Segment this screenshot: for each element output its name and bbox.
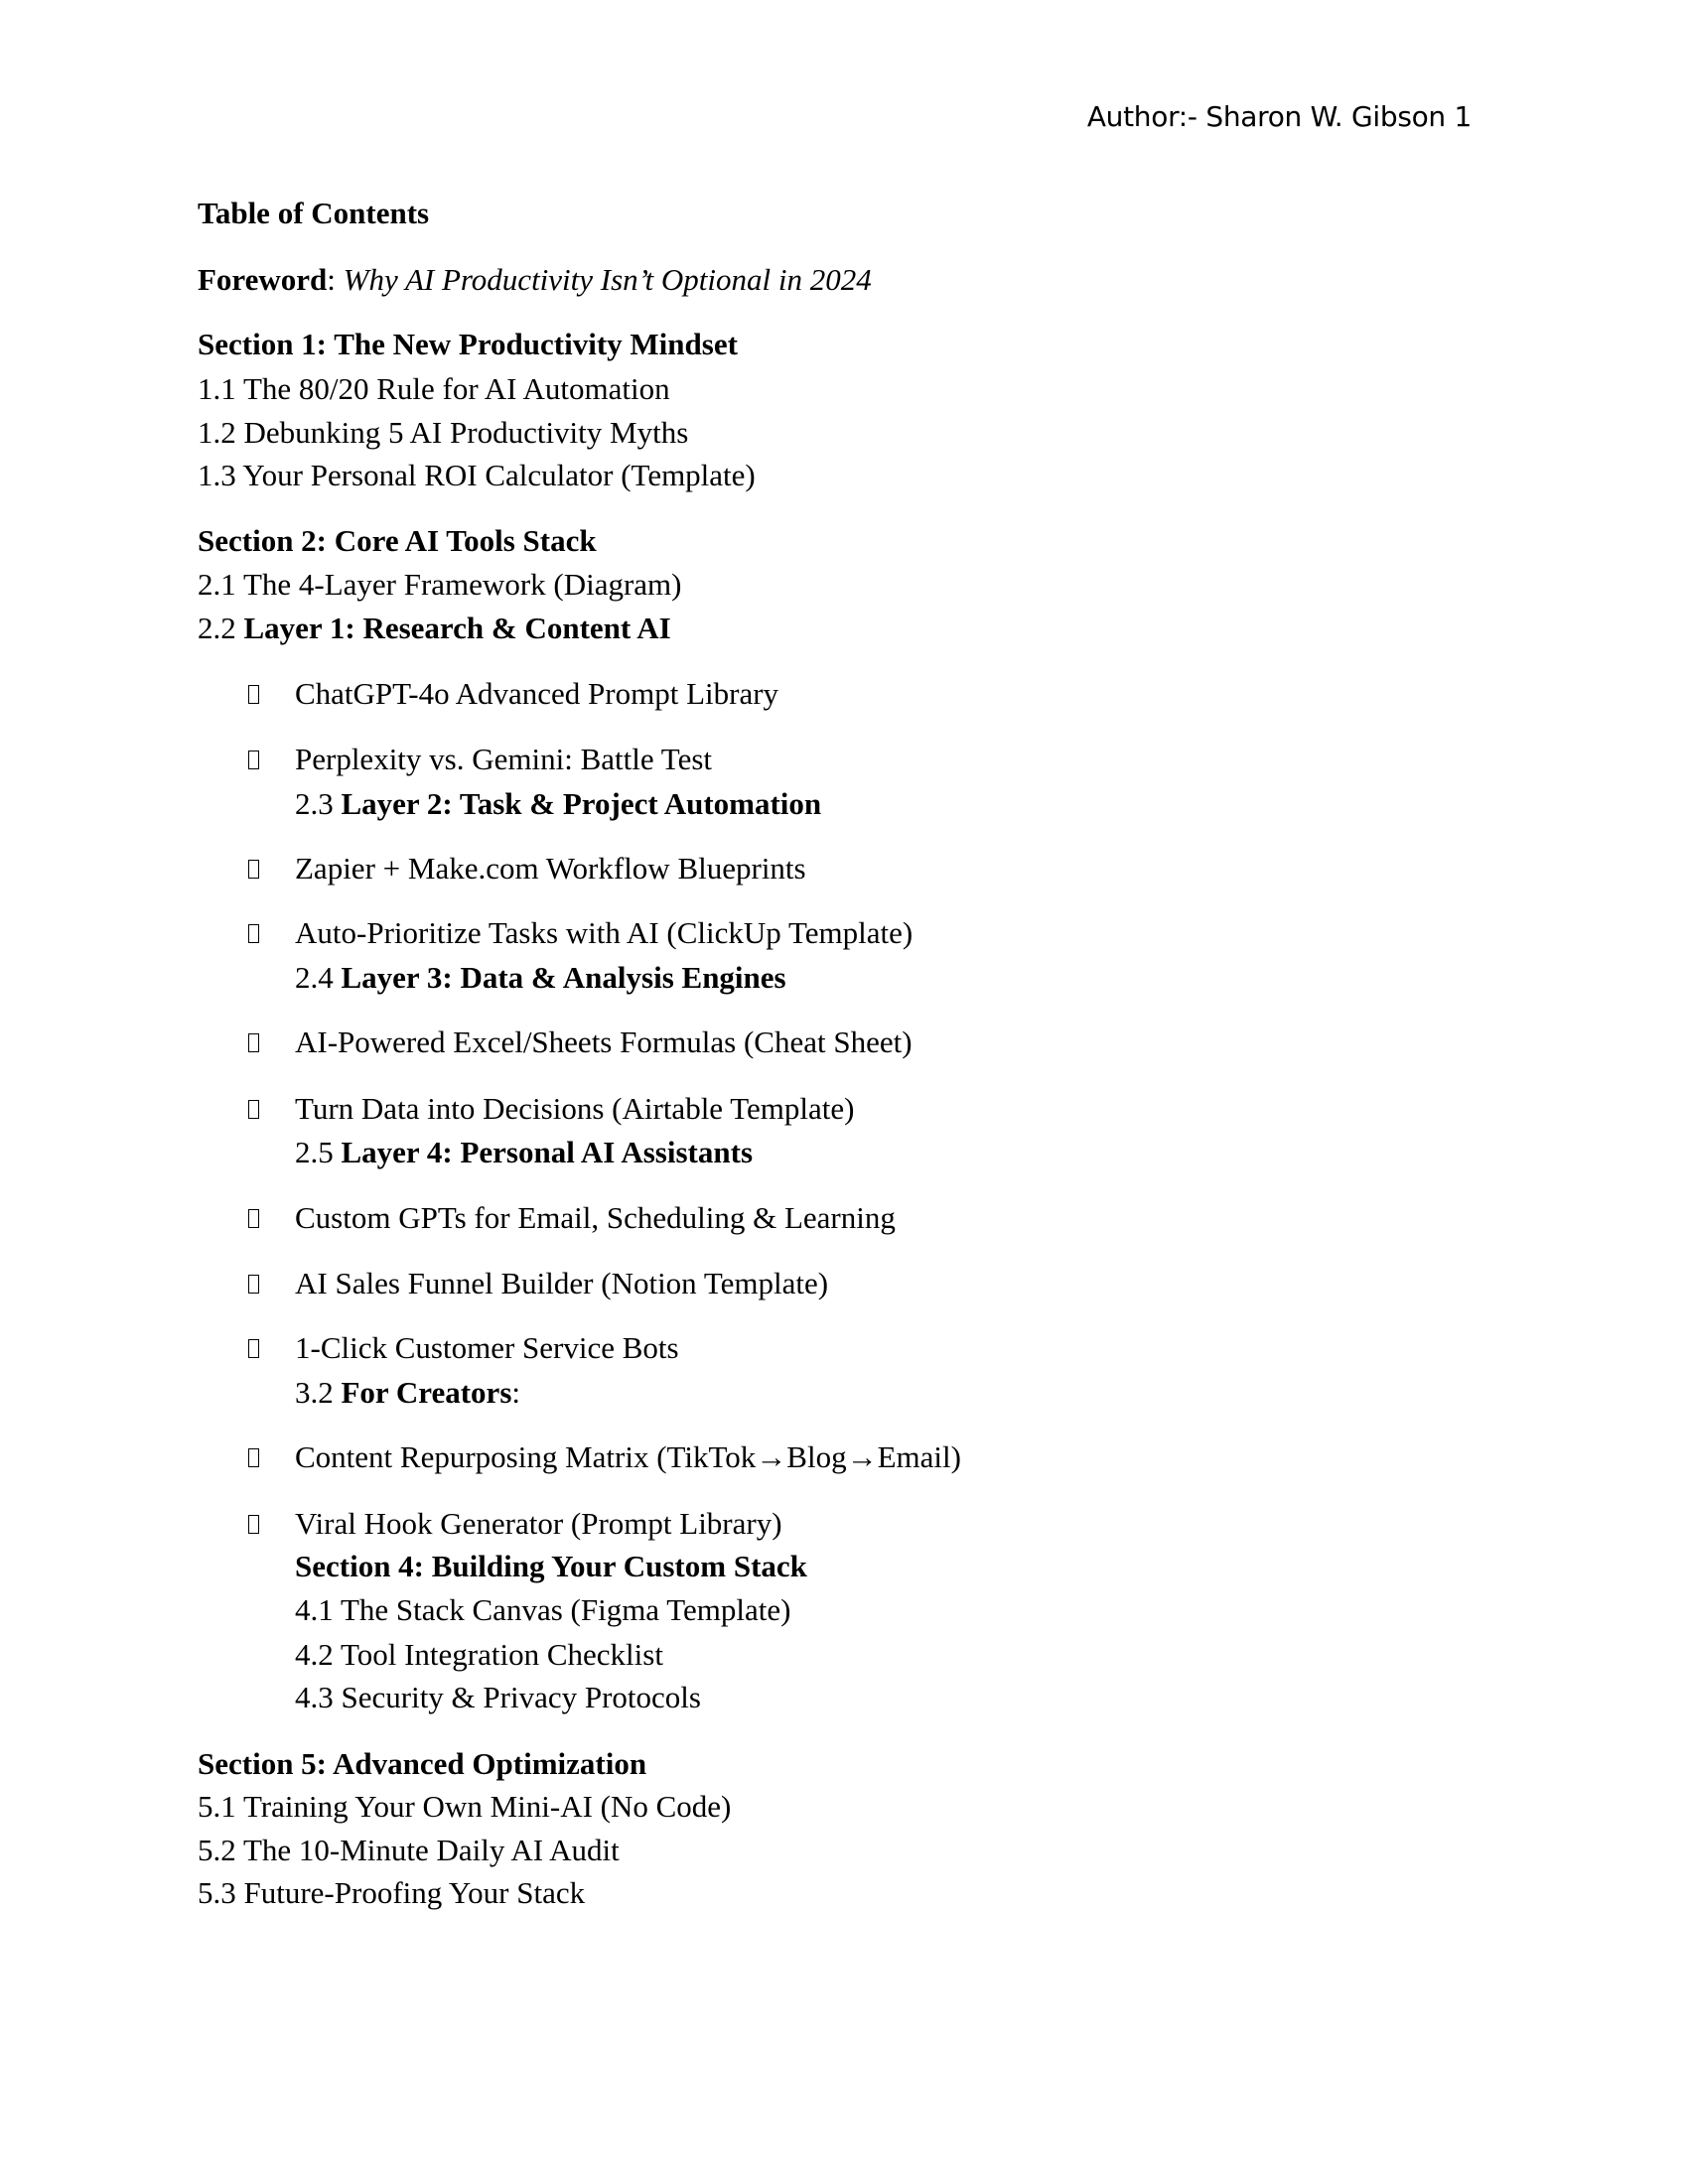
subsection-number: 3.2: [295, 1375, 342, 1410]
toc-item[interactable]: 4.2 Tool Integration Checklist: [295, 1637, 663, 1672]
toc-layer-1[interactable]: [198, 609, 671, 648]
toc-layer-3[interactable]: [295, 958, 786, 998]
checkbox-bullet-icon: [248, 685, 259, 704]
toc-bullet-item[interactable]: Content Repurposing Matrix (TikTok→Blog→Email): [295, 1439, 961, 1474]
toc-item[interactable]: 4.3 Security & Privacy Protocols: [295, 1680, 701, 1714]
layer-title: Layer 4: Personal AI Assistants: [341, 1135, 754, 1169]
layer-number: 2.3: [295, 786, 342, 821]
checkbox-bullet-icon: [248, 1033, 259, 1052]
foreword-label: Foreword: [198, 262, 328, 297]
toc-bullet-item[interactable]: AI-Powered Excel/Sheets Formulas (Cheat Sheet): [295, 1024, 913, 1059]
toc-bullet-item[interactable]: Turn Data into Decisions (Airtable Template): [295, 1091, 855, 1126]
toc-layer-4[interactable]: [295, 1133, 753, 1172]
toc-item[interactable]: 5.3 Future-Proofing Your Stack: [198, 1875, 586, 1910]
foreword-text: Why AI Productivity Isn’t Optional in 2024: [343, 262, 872, 297]
layer-number: 2.2: [198, 611, 244, 645]
toc-item[interactable]: 4.1 The Stack Canvas (Figma Template): [295, 1592, 791, 1627]
toc-foreword[interactable]: [198, 260, 872, 300]
checkbox-bullet-icon: [248, 1339, 259, 1358]
checkbox-bullet-icon: [248, 1515, 259, 1534]
checkbox-bullet-icon: [248, 1100, 259, 1119]
layer-title: Layer 1: Research & Content AI: [243, 611, 671, 645]
layer-title: Layer 2: Task & Project Automation: [341, 786, 822, 821]
toc-item[interactable]: 1.2 Debunking 5 AI Productivity Myths: [198, 415, 689, 450]
toc-bullet-item[interactable]: Perplexity vs. Gemini: Battle Test: [295, 742, 713, 776]
toc-bullet-item[interactable]: Zapier + Make.com Workflow Blueprints: [295, 851, 806, 886]
toc-item[interactable]: 5.2 The 10-Minute Daily AI Audit: [198, 1833, 620, 1867]
checkbox-bullet-icon: [248, 924, 259, 943]
toc-bullet-item[interactable]: Auto-Prioritize Tasks with AI (ClickUp Template): [295, 915, 914, 950]
layer-number: 2.5: [295, 1135, 342, 1169]
checkbox-bullet-icon: [248, 751, 259, 769]
page-header-author: Author:- Sharon W. Gibson 1: [1086, 100, 1472, 133]
layer-number: 2.4: [295, 960, 342, 995]
toc-item[interactable]: 1.3 Your Personal ROI Calculator (Template): [198, 458, 756, 492]
toc-bullet-item[interactable]: 1-Click Customer Service Bots: [295, 1330, 679, 1365]
checkbox-bullet-icon: [248, 1448, 259, 1467]
toc-section-4[interactable]: Section 4: Building Your Custom Stack: [295, 1549, 807, 1583]
toc-bullet-item[interactable]: Viral Hook Generator (Prompt Library): [295, 1506, 782, 1541]
toc-section-2[interactable]: Section 2: Core AI Tools Stack: [198, 523, 597, 558]
subsection-title: For Creators: [341, 1375, 512, 1410]
checkbox-bullet-icon: [248, 1209, 259, 1228]
toc-title: Table of Contents: [198, 196, 430, 230]
toc-item[interactable]: 1.1 The 80/20 Rule for AI Automation: [198, 371, 670, 406]
foreword-sep: :: [327, 262, 344, 297]
toc-bullet-item[interactable]: ChatGPT-4o Advanced Prompt Library: [295, 676, 779, 711]
toc-bullet-item[interactable]: AI Sales Funnel Builder (Notion Template): [295, 1266, 829, 1300]
checkbox-bullet-icon: [248, 1275, 259, 1294]
toc-for-creators[interactable]: [295, 1373, 520, 1413]
subsection-suffix: :: [511, 1375, 521, 1410]
toc-item[interactable]: 5.1 Training Your Own Mini-AI (No Code): [198, 1789, 732, 1824]
toc-layer-2[interactable]: [295, 784, 821, 824]
layer-title: Layer 3: Data & Analysis Engines: [341, 960, 786, 995]
toc-section-1[interactable]: Section 1: The New Productivity Mindset: [198, 327, 738, 361]
toc-item[interactable]: 2.1 The 4-Layer Framework (Diagram): [198, 567, 682, 602]
toc-section-5[interactable]: Section 5: Advanced Optimization: [198, 1746, 647, 1781]
checkbox-bullet-icon: [248, 860, 259, 879]
toc-bullet-item[interactable]: Custom GPTs for Email, Scheduling & Learning: [295, 1200, 896, 1235]
